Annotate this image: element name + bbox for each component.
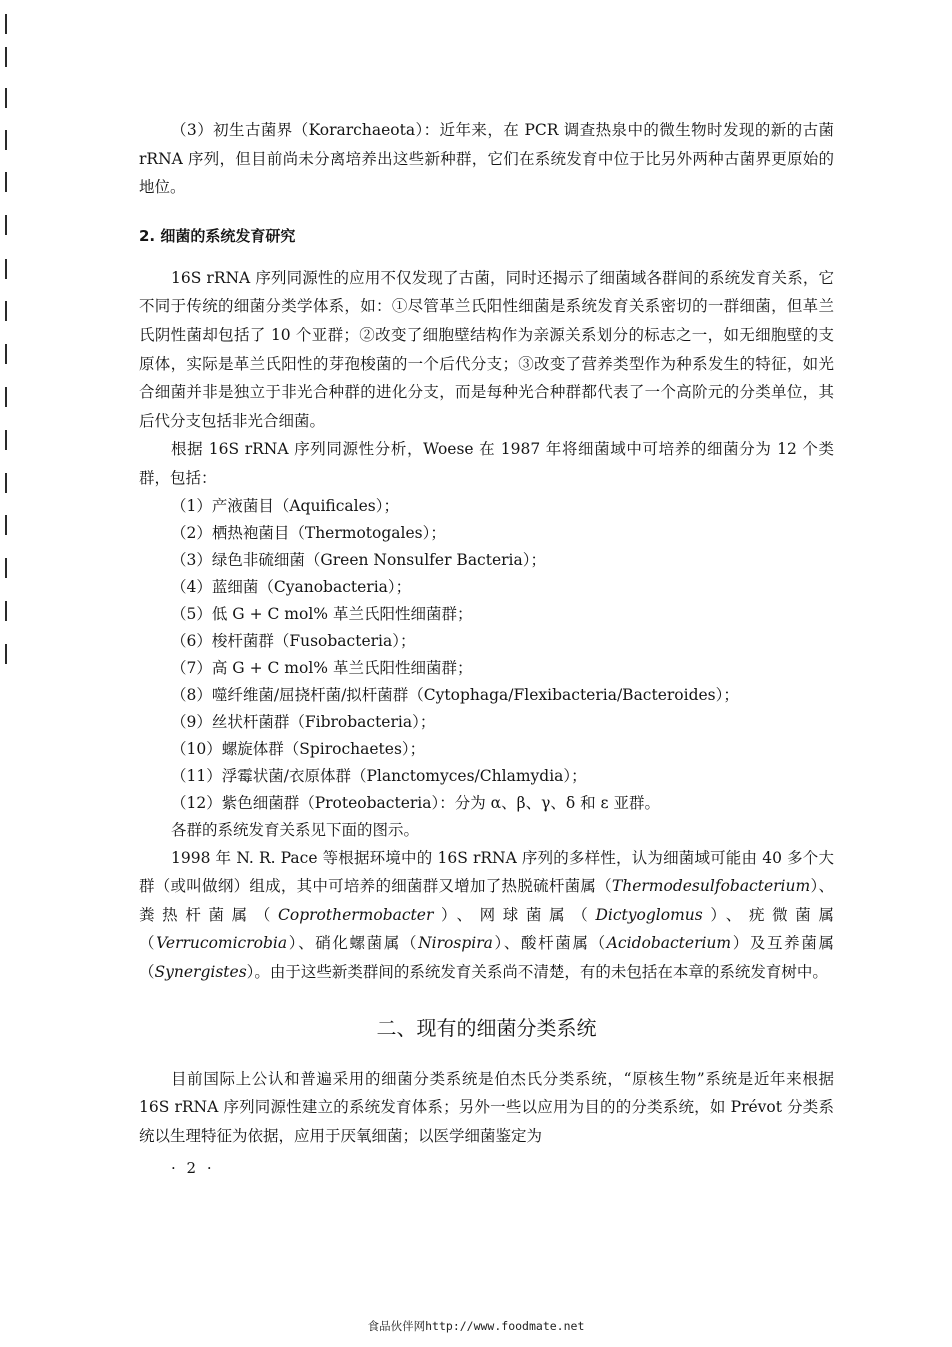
margin-mark — [5, 88, 7, 108]
list-item: （9）丝状杆菌群（Fibrobacteria）； — [171, 712, 436, 731]
genus-name: Thermodesulfobacterium — [611, 877, 811, 896]
paragraph-woese: 根据 16S rRNA 序列同源性分析，Woese 在 1987 年将细菌域中可培养的细菌分为 12 个类群，包括： — [139, 440, 834, 487]
margin-mark — [5, 601, 7, 621]
margin-mark — [5, 130, 7, 150]
margin-mark — [5, 558, 7, 578]
pace-text: ）及互养菌属（ — [139, 934, 834, 981]
margin-mark — [5, 473, 7, 493]
list-item: （7）高 G + C mol% 革兰氏阳性细菌群； — [171, 658, 473, 677]
genus-name: Coprothermobacter — [278, 905, 434, 924]
genus-name: Dictyoglomus — [595, 905, 703, 924]
paragraph-pace — [139, 844, 834, 987]
list-item: （6）梭杆菌群（Fusobacteria）； — [171, 631, 416, 650]
pace-text: ）、疣微菌属（ — [139, 905, 834, 953]
margin-mark — [5, 215, 7, 235]
list-item: （10）螺旋体群（Spirochaetes）； — [171, 739, 426, 758]
margin-mark — [5, 14, 7, 34]
list-item: （4）蓝细菌（Cyanobacteria）； — [171, 577, 412, 596]
paragraph-16s-rrna: 16S rRNA 序列同源性的应用不仅发现了古菌，同时还揭示了细菌域各群间的系统发育关系，它不同于传统的细菌分类学体系，如：①尽管革兰氏阳性细菌是系统发育关系密切的一群细菌，但革兰氏阴性菌却包括了 10 个亚群；②改变了细胞壁结构作为亲源关系划分的标志之一，如无细胞壁的支原体，实际是革兰氏阳性的芽孢梭菌的一个后代分支；③改变了营养类型作为种系发生的特征，如光合细菌并非是独立于非光合种群的进化分支，而是每种光合种群都代表了一个高阶元的分类单位，其后代分支包括非光合细菌。 — [139, 268, 834, 430]
footer-watermark: 食品伙伴网http://www.foodmate.net — [367, 1319, 585, 1333]
page-content — [139, 116, 834, 1180]
genus-name: Synergistes — [154, 962, 247, 981]
genus-name: Nirospira — [418, 934, 493, 953]
margin-mark — [5, 515, 7, 535]
list-item: （2）栖热袍菌目（Thermotogales）； — [171, 523, 446, 542]
list-item: （8）噬纤维菌/屈挠杆菌/拟杆菌群（Cytophaga/Flexibacteria/Bacteroides）； — [171, 685, 739, 704]
page-number: · 2 · — [171, 1159, 215, 1178]
margin-mark — [5, 301, 7, 321]
list-item: （11）浮霉状菌/衣原体群（Planctomyces/Chlamydia）； — [171, 766, 587, 785]
section-title: 二、现有的细菌分类系统 — [376, 1015, 597, 1040]
list-item: （12）紫色细菌群（Proteobacteria）：分为 α、β、γ、δ 和 ε 亚群。 — [171, 793, 660, 812]
list-item: 各群的系统发育关系见下面的图示。 — [171, 820, 420, 839]
paragraph-current-systems: 目前国际上公认和普遍采用的细菌分类系统是伯杰氏分类系统，“原核生物”系统是近年来根据 16S rRNA 序列同源性建立的系统发育体系；另外一些以应用为目的的分类系统，如 Prévot 分类系统以生理特征为依据，应用于厌氧细菌；以医学细菌鉴定为 — [139, 1069, 834, 1145]
subsection-heading: 2. 细菌的系统发育研究 — [139, 226, 296, 245]
pace-text: 1998 年 N. R. Pace 等根据环境中的 16S rRNA 序列的多样性，认为细菌域可能由 40 多个大群（或叫做纲）组成，其中可培养的细菌群又增加了热脱硫杆菌属（ — [139, 848, 834, 896]
list-item: （5）低 G + C mol% 革兰氏阳性细菌群； — [171, 604, 473, 623]
margin-mark — [5, 644, 7, 664]
paragraph-korarchaeota: （3）初生古菌界（Korarchaeota）：近年来，在 PCR 调查热泉中的微生物时发现的新的古菌 rRNA 序列，但目前尚未分离培养出这些新种群，它们在系统发育中位于比另外两种古菌界更原始的地位。 — [139, 121, 834, 197]
list-item: （3）绿色非硫细菌（Green Nonsulfer Bacteria）； — [171, 550, 546, 569]
genus-name: Verrucomicrobia — [156, 934, 288, 953]
pace-text: ）、粪热杆菌属（ — [139, 877, 834, 924]
margin-mark — [5, 47, 7, 67]
pace-text: ）。由于这些新类群间的系统发育关系尚不清楚，有的未包括在本章的系统发育树中。 — [246, 962, 828, 981]
margin-mark — [5, 387, 7, 407]
list-item: （1）产液菌目（Aquificales）； — [171, 496, 400, 515]
margin-mark — [5, 344, 7, 364]
bacteria-group-list — [139, 493, 834, 844]
margin-mark — [5, 172, 7, 192]
genus-name: Acidobacterium — [606, 934, 732, 953]
pace-text: ）、硝化螺菌属（ — [287, 934, 419, 953]
margin-mark — [5, 430, 7, 450]
pace-text: ）、酸杆菌属（ — [492, 934, 607, 953]
margin-mark — [5, 259, 7, 279]
pace-text: ）、网球菌属（ — [433, 905, 596, 924]
